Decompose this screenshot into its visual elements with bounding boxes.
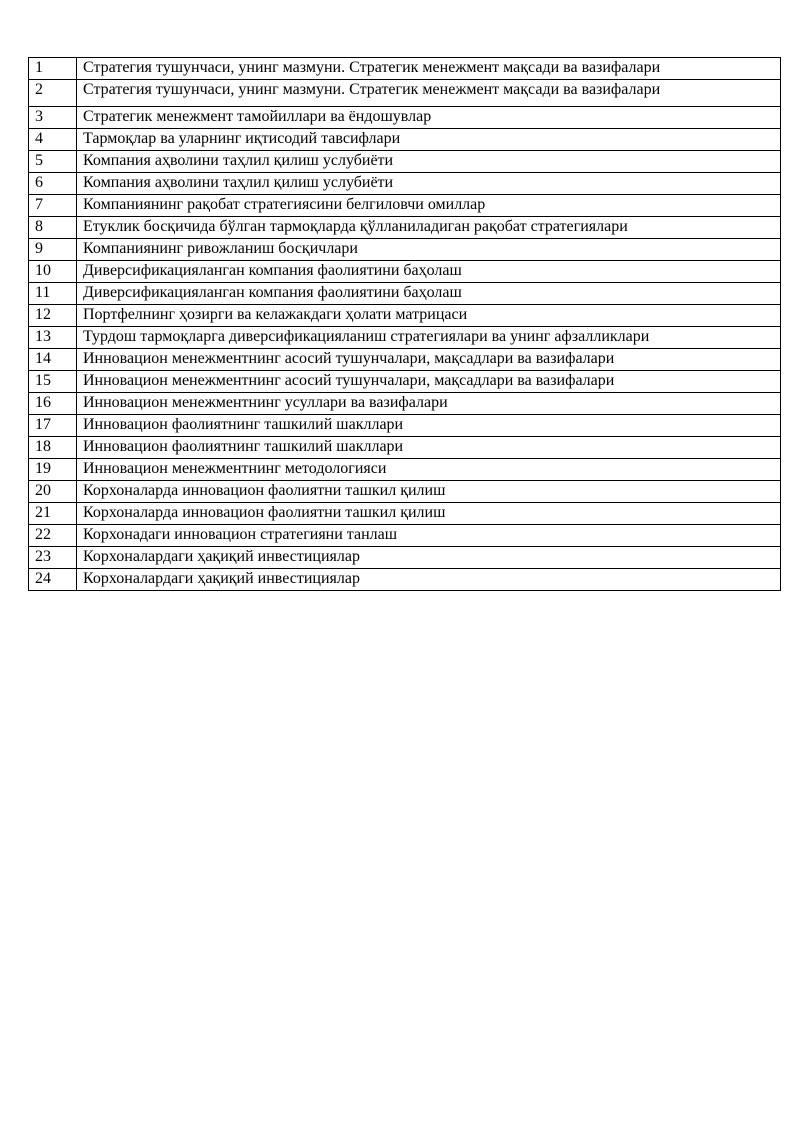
table-row: [29, 58, 781, 80]
row-topic: Диверсификацияланган компания фаолиятини баҳолаш: [77, 283, 781, 305]
table-row: [29, 327, 781, 349]
row-topic: Корхонадаги инновацион стратегияни танлаш: [77, 525, 781, 547]
table-row: [29, 415, 781, 437]
table-row: [29, 173, 781, 195]
row-topic: Корхоналарда инновацион фаолиятни ташкил қилиш: [77, 503, 781, 525]
row-topic: Турдош тармоқларга диверсификацияланиш стратегиялари ва унинг афзалликлари: [77, 327, 781, 349]
row-number: 4: [29, 129, 77, 151]
table-row: [29, 129, 781, 151]
table-row: [29, 371, 781, 393]
row-number: 17: [29, 415, 77, 437]
row-topic: Инновацион менежментнинг методологияси: [77, 459, 781, 481]
table-row: [29, 80, 781, 107]
row-topic: Компаниянинг рақобат стратегиясини белгиловчи омиллар: [77, 195, 781, 217]
row-number: 5: [29, 151, 77, 173]
table-row: [29, 305, 781, 327]
row-number: 15: [29, 371, 77, 393]
row-topic: Корхоналардаги ҳақиқий инвестициялар: [77, 547, 781, 569]
table-row: [29, 569, 781, 591]
table-row: [29, 195, 781, 217]
row-topic: Инновацион фаолиятнинг ташкилий шакллари: [77, 415, 781, 437]
table-row: [29, 349, 781, 371]
table-row: [29, 239, 781, 261]
row-number: 8: [29, 217, 77, 239]
row-topic: Стратегик менежмент тамойиллари ва ёндошувлар: [77, 107, 781, 129]
row-number: 13: [29, 327, 77, 349]
table-row: [29, 261, 781, 283]
row-topic: Стратегия тушунчаси, унинг мазмуни. Стратегик менежмент мақсади ва вазифалари: [77, 80, 781, 107]
table-row: [29, 437, 781, 459]
row-number: 21: [29, 503, 77, 525]
row-topic: Инновацион менежментнинг асосий тушунчалари, мақсадлари ва вазифалари: [77, 349, 781, 371]
row-number: 6: [29, 173, 77, 195]
row-topic: Компания аҳволини таҳлил қилиш услубиёти: [77, 151, 781, 173]
row-topic: Стратегия тушунчаси, унинг мазмуни. Стратегик менежмент мақсади ва вазифалари: [77, 58, 781, 80]
table-row: [29, 217, 781, 239]
row-topic: Корхоналарда инновацион фаолиятни ташкил қилиш: [77, 481, 781, 503]
row-number: 2: [29, 80, 77, 107]
table-row: [29, 283, 781, 305]
row-number: 9: [29, 239, 77, 261]
table-row: [29, 481, 781, 503]
row-number: 11: [29, 283, 77, 305]
row-number: 12: [29, 305, 77, 327]
row-number: 16: [29, 393, 77, 415]
row-number: 14: [29, 349, 77, 371]
row-number: 23: [29, 547, 77, 569]
row-number: 3: [29, 107, 77, 129]
row-topic: Инновацион менежментнинг усуллари ва вазифалари: [77, 393, 781, 415]
topics-table-body: [29, 58, 781, 591]
row-topic: Диверсификацияланган компания фаолиятини баҳолаш: [77, 261, 781, 283]
row-topic: Инновацион менежментнинг асосий тушунчалари, мақсадлари ва вазифалари: [77, 371, 781, 393]
row-topic: Компания аҳволини таҳлил қилиш услубиёти: [77, 173, 781, 195]
row-topic: Инновацион фаолиятнинг ташкилий шакллари: [77, 437, 781, 459]
row-topic: Компаниянинг ривожланиш босқичлари: [77, 239, 781, 261]
row-topic: Портфелнинг ҳозирги ва келажакдаги ҳолати матрицаси: [77, 305, 781, 327]
row-number: 18: [29, 437, 77, 459]
row-number: 7: [29, 195, 77, 217]
topics-table: [28, 57, 781, 591]
table-row: [29, 525, 781, 547]
table-row: [29, 459, 781, 481]
table-row: [29, 393, 781, 415]
row-number: 1: [29, 58, 77, 80]
row-number: 10: [29, 261, 77, 283]
row-topic: Етуклик босқичида бўлган тармоқларда қўлланиладиган рақобат стратегиялари: [77, 217, 781, 239]
row-number: 20: [29, 481, 77, 503]
row-number: 19: [29, 459, 77, 481]
table-row: [29, 547, 781, 569]
row-topic: Тармоқлар ва уларнинг иқтисодий тавсифлари: [77, 129, 781, 151]
table-row: [29, 503, 781, 525]
row-topic: Корхоналардаги ҳақиқий инвестициялар: [77, 569, 781, 591]
row-number: 24: [29, 569, 77, 591]
table-row: [29, 151, 781, 173]
row-number: 22: [29, 525, 77, 547]
table-row: [29, 107, 781, 129]
